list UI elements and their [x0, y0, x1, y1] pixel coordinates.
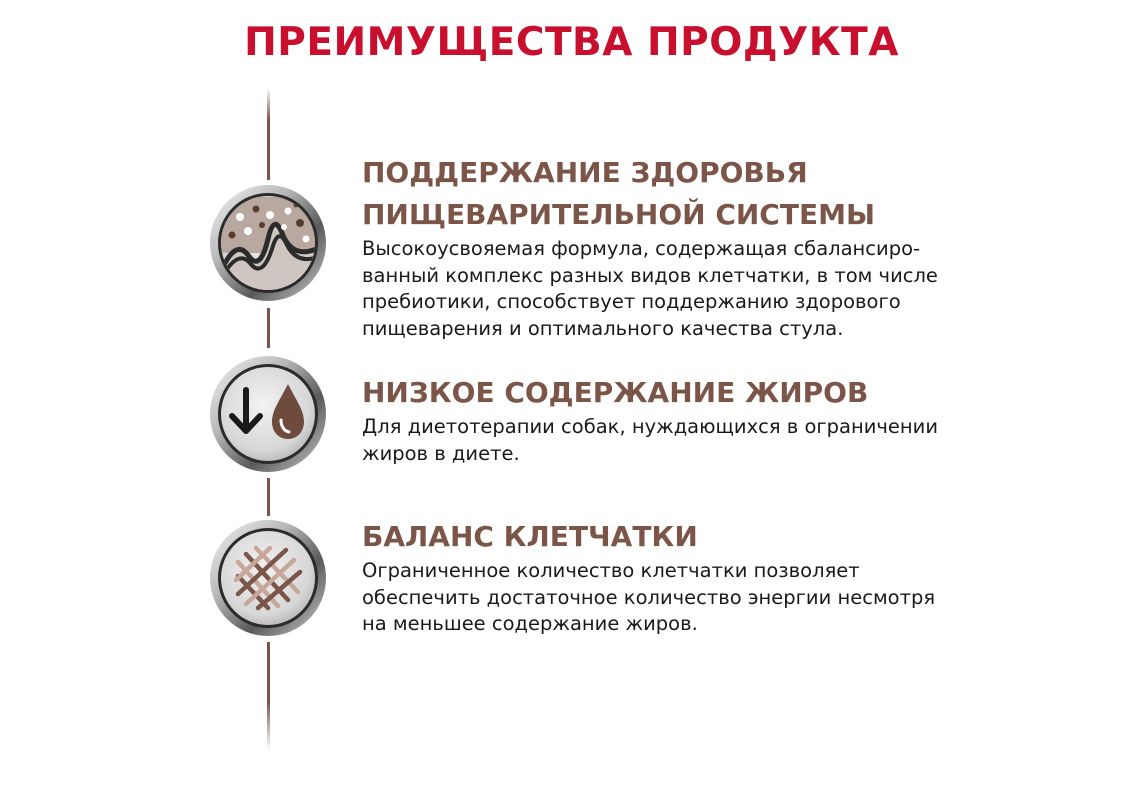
feature-fiber-balance: [362, 516, 1062, 638]
feature-digestive-health: [362, 152, 1062, 342]
low-fat-icon: [208, 354, 328, 474]
digestive-health-icon: [208, 183, 328, 303]
feature-text-line: пребиотики, способствует поддержанию здорового: [362, 290, 901, 313]
page-title: ПРЕИМУЩЕСТВА ПРОДУКТА: [244, 20, 899, 65]
fiber-balance-icon: [208, 518, 328, 638]
feature-low-fat: [362, 372, 1062, 467]
feature-text-line: Высокоусвояемая формула, содержащая сбалансиро-: [362, 237, 921, 260]
feature-title-line: ПИЩЕВАРИТЕЛЬНОЙ СИСТЕМЫ: [362, 198, 875, 231]
timeline-line-top: [267, 88, 270, 180]
feature-text-line: ванный комплекс разных видов клетчатки, в том числе: [362, 263, 938, 287]
feature-text-line: жиров в диете.: [362, 441, 520, 465]
feature-text-line: обеспечить достаточное количество энергии несмотря: [362, 585, 936, 609]
feature-text-line: на меньшее содержание жиров.: [362, 612, 698, 635]
feature-title-line: ПОДДЕРЖАНИЕ ЗДОРОВЬЯ: [362, 156, 808, 189]
feature-title-line: НИЗКОЕ СОДЕРЖАНИЕ ЖИРОВ: [362, 376, 869, 409]
timeline-line-middle-1: [267, 308, 270, 348]
feature-text-line: пищеварения и оптимального качества стула.: [362, 316, 844, 340]
timeline-line-bottom: [267, 642, 270, 750]
feature-title-line: БАЛАНС КЛЕТЧАТКИ: [362, 520, 698, 553]
timeline-line-middle-2: [267, 478, 270, 516]
feature-text-line: Ограниченное количество клетчатки позволяет: [362, 559, 860, 582]
feature-text-line: Для диетотерапии собак, нуждающихся в ограничении: [362, 415, 939, 438]
